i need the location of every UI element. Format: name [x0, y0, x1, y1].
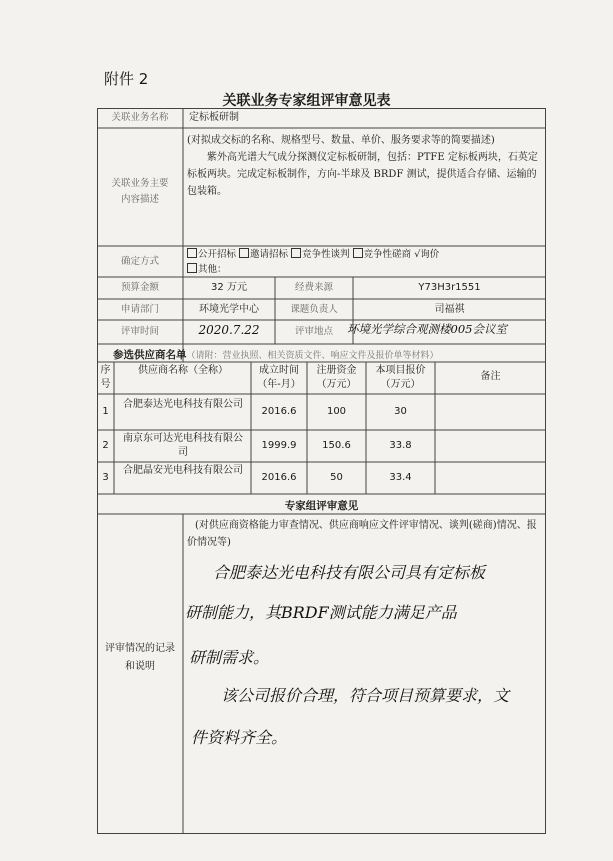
- opinion-line-4: 该公司报价合理，符合项目预算要求，文: [221, 686, 510, 705]
- content-text: 紫外高光谱大气成分探测仪定标板研制，包括：PTFE 定标板两块，石英定标板两块。完成定标板制作，方向-半球及 BRDF 测试，提供适合存储、运输的包装箱。: [187, 152, 538, 197]
- supplier-section-note: （请附：营业执照、相关资质文件、响应文件及报价单等材料）: [186, 351, 439, 361]
- method-option-negotiation[interactable]: 竞争性谈判: [291, 249, 350, 260]
- checkbox-icon: [239, 248, 249, 258]
- col-header-remark: 备注: [480, 371, 501, 382]
- supplier-3-founded: 2016.6: [261, 472, 297, 483]
- attachment-number: 附件 2: [104, 70, 149, 88]
- place-value: 环境光学综合观测楼005会议室: [347, 322, 507, 336]
- method-option-other[interactable]: 其他：: [187, 262, 543, 277]
- supplier-1-founded: 2016.6: [261, 406, 297, 417]
- leader-label: 课题负责人: [290, 304, 338, 315]
- supplier-3-no: 3: [102, 472, 109, 483]
- method-option-consultation[interactable]: 竞争性磋商: [353, 249, 412, 260]
- time-label: 评审时间: [120, 326, 159, 337]
- checkbox-icon: [291, 248, 301, 258]
- method-option-inquiry-checked[interactable]: √询价: [414, 249, 440, 260]
- checkbox-icon: [187, 263, 197, 273]
- opinion-line-3: 研制需求。: [189, 648, 270, 667]
- method-label: 确定方式: [120, 256, 159, 267]
- opinion-section-title: 专家组评审意见: [284, 500, 359, 512]
- business-name-label: 关联业务名称: [111, 112, 169, 123]
- opinion-hint: (对供应商资格能力审查情况、供应商响应文件评审情况、谈判(磋商)情况、报价情况等): [187, 520, 537, 548]
- col-header-no: 序号: [100, 365, 111, 390]
- supplier-3-name: 合肥晶安光电科技有限公司: [123, 465, 243, 476]
- supplier-2-quote: 33.8: [389, 440, 412, 451]
- fund-label: 经费来源: [294, 282, 333, 293]
- dept-label: 申请部门: [120, 304, 159, 315]
- supplier-3-capital: 50: [330, 472, 343, 483]
- supplier-1-no: 1: [102, 406, 109, 417]
- opinion-label: 评审情况的记录和说明: [105, 643, 175, 672]
- supplier-3-quote: 33.4: [389, 472, 412, 483]
- form-title: 关联业务专家组评审意见表: [222, 93, 391, 109]
- method-options: [187, 247, 543, 277]
- budget-value: 32 万元: [211, 282, 247, 293]
- time-value: 2020.7.22: [198, 323, 260, 337]
- supplier-section-title: 参选供应商名单（请附：营业执照、相关资质文件、响应文件及报价单等材料）: [113, 349, 439, 361]
- checkbox-icon: [353, 248, 363, 258]
- col-header-founded: 成立时间（年-月）: [257, 365, 301, 390]
- content-hint: (对拟成交标的名称、规格型号、数量、单价、服务要求等的简要描述): [187, 135, 495, 146]
- business-name-value: 定标板研制: [189, 112, 239, 123]
- place-label: 评审地点: [294, 326, 333, 337]
- leader-value: 司福祺: [434, 304, 465, 315]
- opinion-line-2: 研制能力，其BRDF测试能力满足产品: [185, 603, 457, 622]
- opinion-line-1: 合肥泰达光电科技有限公司具有定标板: [213, 563, 486, 582]
- supplier-2-name: 南京东可达光电科技有限公司: [123, 433, 243, 458]
- col-header-capital: 注册资金（万元）: [316, 365, 357, 390]
- supplier-2-founded: 1999.9: [261, 440, 297, 451]
- review-form: [97, 108, 546, 834]
- dept-value: 环境光学中心: [199, 304, 259, 315]
- supplier-2-no: 2: [102, 440, 109, 451]
- supplier-1-name: 合肥泰达光电科技有限公司: [123, 399, 243, 410]
- supplier-1-quote: 30: [394, 406, 407, 417]
- col-header-quote: 本项目报价（万元）: [375, 365, 426, 390]
- opinion-line-5: 件资料齐全。: [191, 728, 288, 747]
- fund-value: Y73H3r1551: [418, 282, 481, 293]
- supplier-1-capital: 100: [326, 406, 347, 417]
- content-label: 关联业务主要内容描述: [111, 178, 169, 205]
- supplier-2-capital: 150.6: [322, 440, 351, 451]
- col-header-name: 供应商名称（全称）: [138, 365, 228, 376]
- budget-label: 预算金额: [120, 282, 159, 293]
- method-option-invite[interactable]: 邀请招标: [239, 249, 288, 260]
- method-option-public[interactable]: 公开招标: [187, 249, 236, 260]
- checkbox-icon: [187, 248, 197, 258]
